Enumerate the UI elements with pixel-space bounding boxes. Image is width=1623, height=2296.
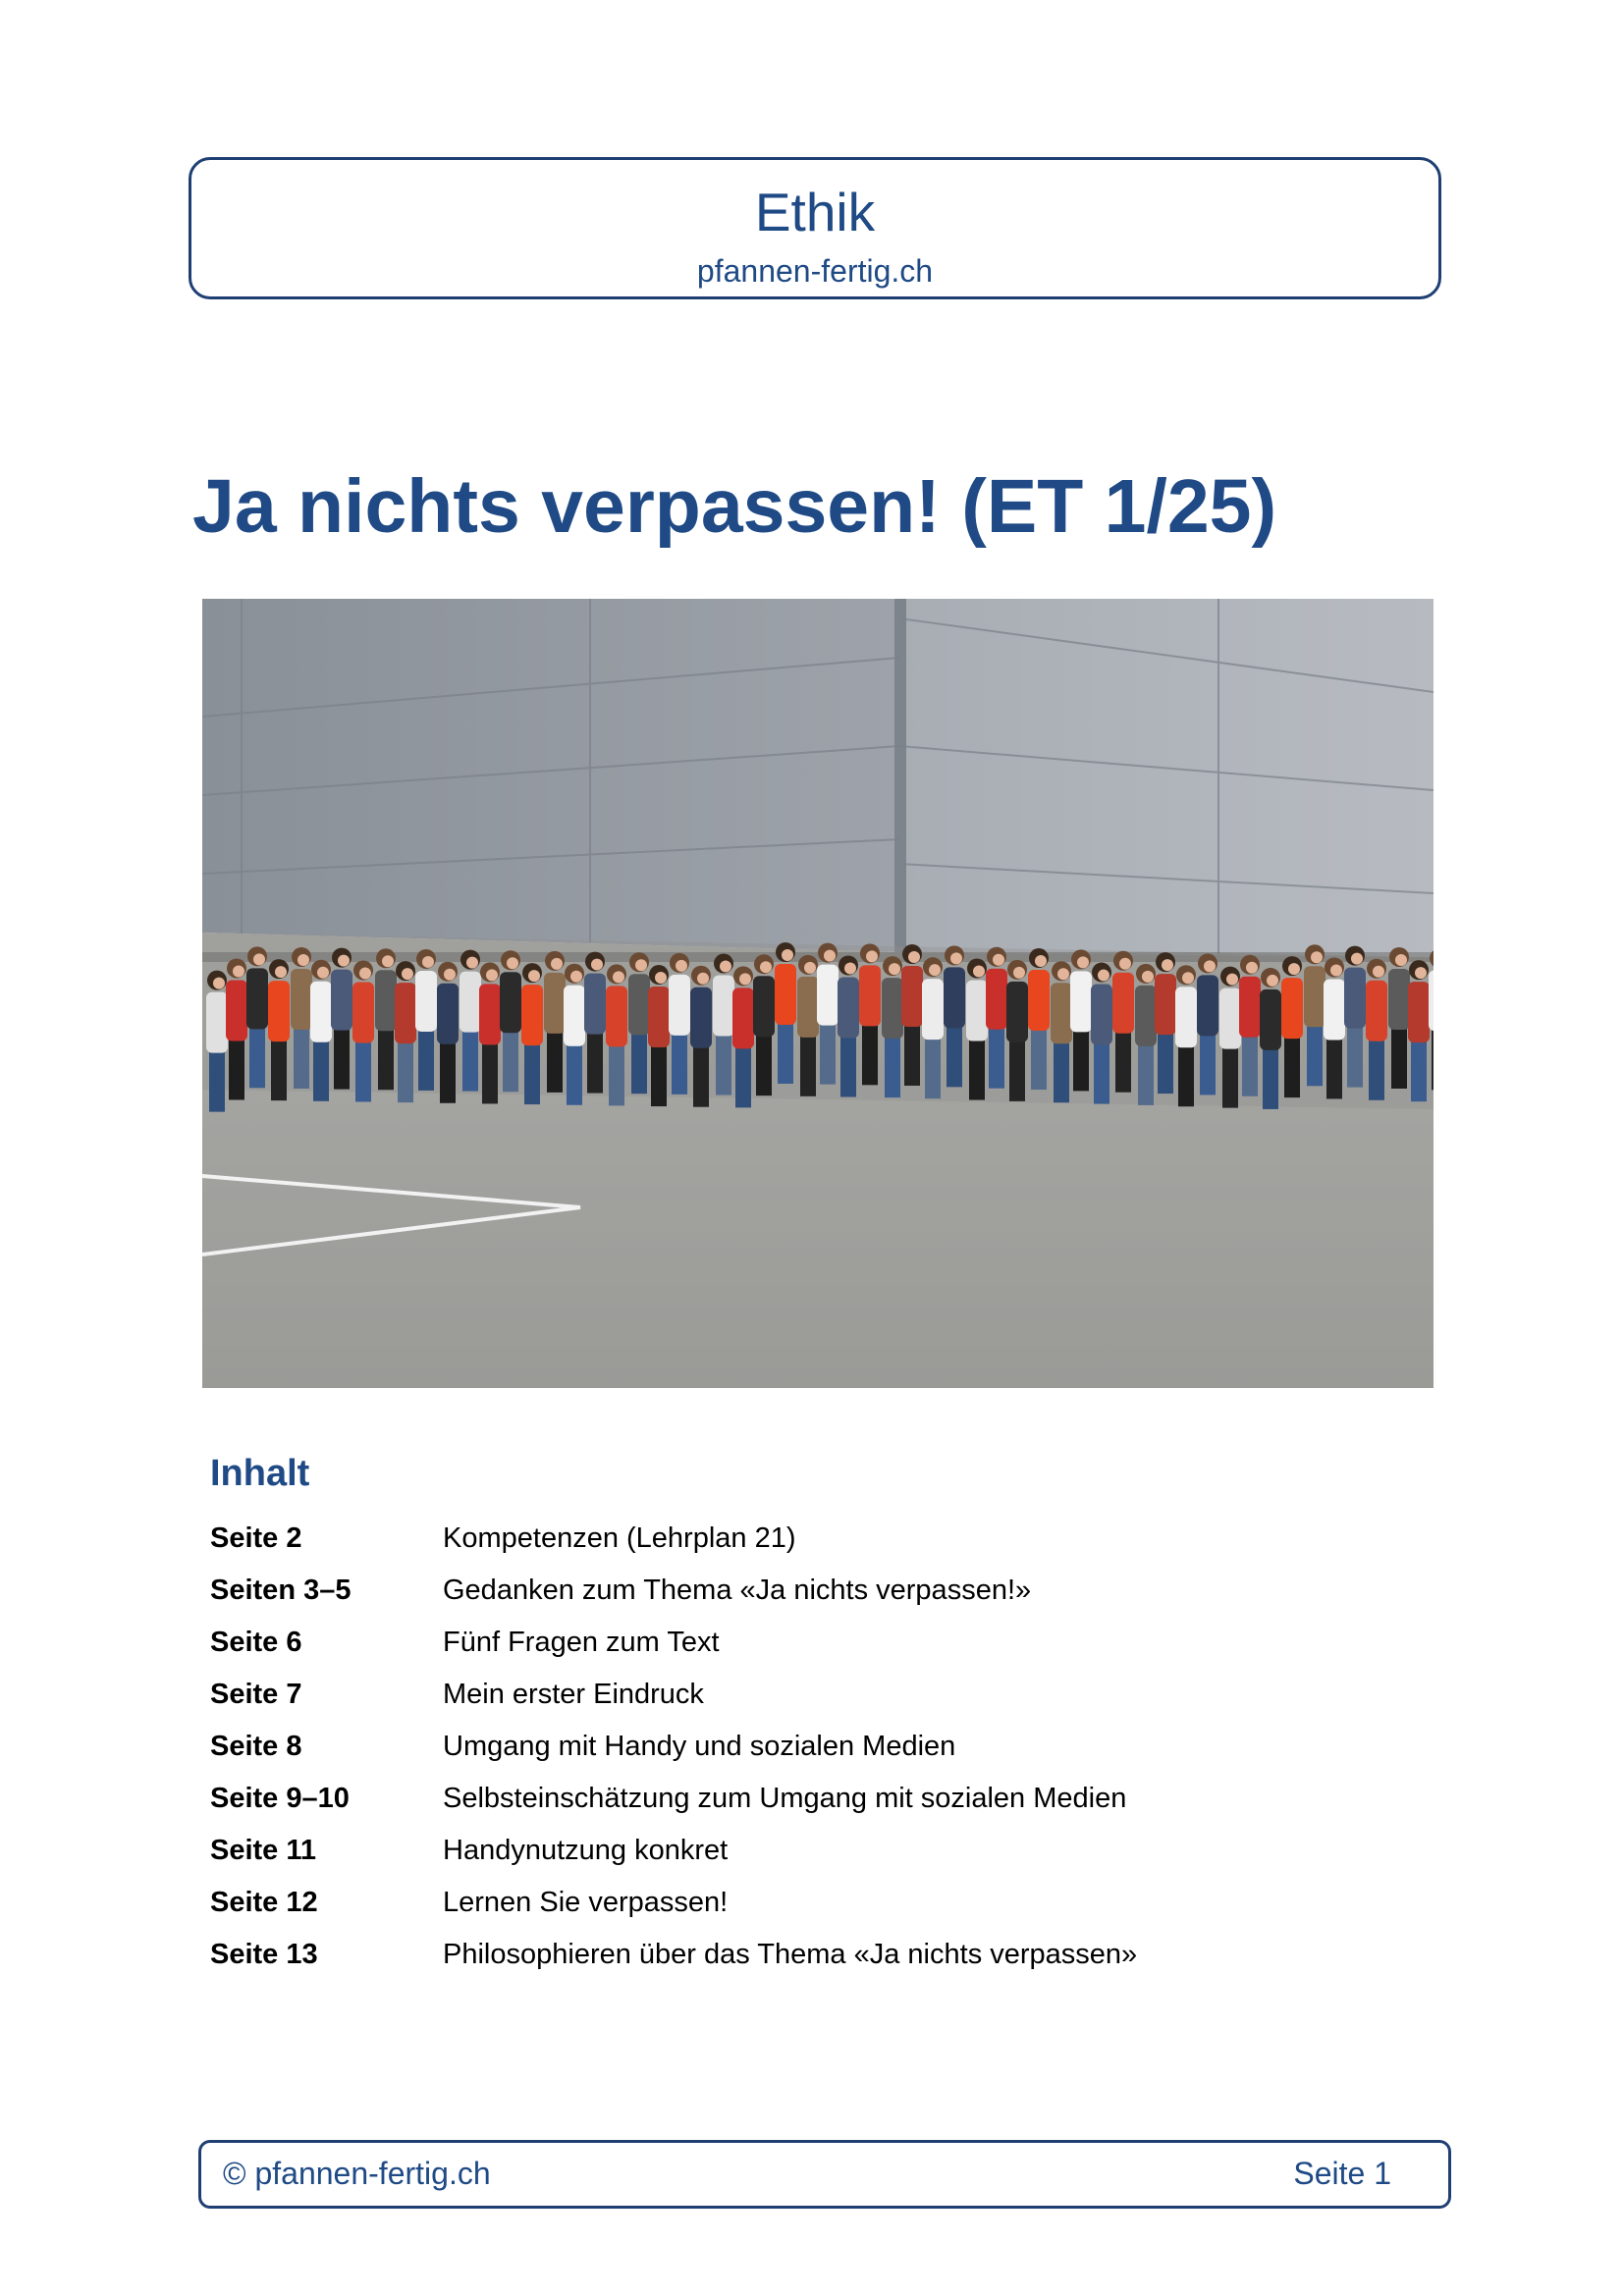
person-figure [564, 986, 585, 1046]
person-figure [862, 1024, 878, 1085]
person-figure [1281, 978, 1303, 1039]
person-figure [587, 1033, 603, 1094]
person-figure [973, 966, 985, 978]
person-figure [528, 970, 540, 982]
toc-row [210, 1886, 1290, 1938]
person-figure [1324, 979, 1345, 1040]
person-figure [820, 1024, 836, 1085]
person-figure [544, 973, 566, 1034]
person-figure [693, 1046, 709, 1107]
toc-description: Kompetenzen (Lehrplan 21) [443, 1522, 796, 1554]
footer-copyright: © pfannen-fertig.ch [223, 2156, 491, 2191]
person-figure [584, 974, 606, 1035]
person-figure [355, 1041, 371, 1101]
person-figure [1013, 967, 1025, 979]
person-figure [966, 981, 988, 1041]
person-figure [844, 963, 856, 975]
person-figure [298, 954, 309, 966]
person-figure [778, 1023, 793, 1084]
person-figure [901, 966, 923, 1027]
person-figure [249, 1027, 265, 1088]
person-figure [486, 969, 498, 981]
person-figure [1263, 1048, 1278, 1109]
contents-heading: Inhalt [210, 1453, 310, 1494]
person-figure [775, 964, 796, 1025]
person-figure [1304, 966, 1325, 1027]
person-figure [246, 968, 268, 1029]
wall-right [899, 599, 1434, 957]
person-figure [672, 1034, 687, 1095]
person-figure [1242, 1036, 1258, 1096]
person-figure [732, 988, 754, 1048]
person-figure [885, 1037, 900, 1097]
header-box [189, 157, 1441, 299]
person-figure [1267, 975, 1278, 987]
person-figure [889, 963, 900, 975]
person-figure [524, 1043, 540, 1104]
person-figure [713, 976, 734, 1037]
person-figure [402, 968, 413, 980]
person-figure [1158, 1033, 1173, 1094]
toc-page-ref: Seite 8 [210, 1731, 302, 1762]
person-figure [466, 957, 478, 969]
person-figure [804, 962, 816, 974]
person-figure [275, 966, 287, 978]
person-figure [1432, 1029, 1434, 1090]
person-figure [1006, 982, 1028, 1042]
person-figure [1112, 973, 1134, 1034]
person-figure [570, 971, 582, 983]
person-figure [1429, 970, 1434, 1031]
person-figure [567, 1044, 582, 1105]
person-figure [1311, 951, 1323, 963]
person-figure [547, 1032, 563, 1093]
person-figure [648, 987, 670, 1047]
person-figure [655, 972, 667, 984]
person-figure [507, 957, 518, 969]
toc-description: Mein erster Eindruck [443, 1679, 704, 1710]
person-figure [866, 950, 878, 962]
toc-page-ref: Seiten 3–5 [210, 1575, 352, 1606]
person-figure [797, 977, 819, 1038]
person-figure [950, 952, 962, 964]
person-figure [1115, 1032, 1131, 1093]
person-figure [1094, 1043, 1109, 1104]
person-figure [631, 1033, 647, 1094]
person-figure [1035, 955, 1047, 967]
person-figure [760, 961, 772, 973]
person-figure [352, 982, 374, 1042]
table-of-contents [210, 1522, 1290, 1990]
person-figure [1162, 959, 1173, 971]
person-figure [398, 1041, 413, 1102]
person-figure [840, 1037, 856, 1097]
toc-row [210, 1730, 1290, 1782]
person-figure [922, 979, 944, 1040]
person-figure [735, 1046, 751, 1107]
person-figure [609, 1044, 624, 1105]
person-figure [226, 980, 247, 1041]
person-figure [925, 1038, 941, 1098]
toc-row [210, 1678, 1290, 1730]
person-figure [1391, 1028, 1407, 1089]
person-figure [1347, 1027, 1363, 1088]
person-figure [310, 982, 332, 1042]
person-figure [697, 973, 709, 985]
person-figure [1070, 971, 1092, 1032]
wall-left [202, 599, 899, 952]
person-figure [993, 954, 1004, 966]
person-figure [209, 1051, 225, 1112]
person-figure [1119, 958, 1131, 970]
person-figure [986, 969, 1007, 1030]
person-figure [824, 950, 836, 962]
person-figure [1077, 956, 1089, 968]
person-figure [628, 974, 650, 1035]
person-figure [1098, 970, 1109, 982]
person-figure [1344, 968, 1366, 1029]
person-figure [1226, 974, 1238, 986]
person-figure [1222, 1047, 1238, 1108]
person-figure [1175, 987, 1197, 1047]
toc-row [210, 1574, 1290, 1626]
person-figure [1284, 1037, 1300, 1097]
person-figure [271, 1040, 287, 1100]
person-figure [418, 1030, 434, 1091]
person-figure [1138, 1044, 1154, 1105]
toc-description: Lernen Sie verpassen! [443, 1887, 729, 1918]
person-figure [1288, 963, 1300, 975]
person-figure [1155, 974, 1176, 1035]
toc-description: Handynutzung konkret [443, 1835, 729, 1866]
person-figure [944, 967, 965, 1028]
person-figure [651, 1045, 667, 1106]
toc-row [210, 1626, 1290, 1678]
toc-description: Umgang mit Handy und sozialen Medien [443, 1731, 956, 1762]
person-figure [460, 972, 481, 1033]
toc-row [210, 1782, 1290, 1834]
person-figure [229, 1039, 244, 1099]
toc-page-ref: Seite 13 [210, 1939, 318, 1970]
person-figure [331, 970, 352, 1031]
person-figure [908, 951, 920, 963]
person-figure [1142, 971, 1154, 983]
person-figure [1373, 966, 1384, 978]
footer-box [198, 2140, 1451, 2209]
person-figure [1051, 983, 1072, 1043]
person-figure [521, 985, 543, 1045]
person-figure [676, 960, 687, 972]
person-figure [904, 1025, 920, 1086]
person-figure [395, 983, 416, 1043]
person-figure [334, 1029, 350, 1090]
person-figure [479, 984, 501, 1044]
person-figure [1178, 1045, 1194, 1106]
person-figure [882, 978, 903, 1039]
person-figure [382, 955, 394, 967]
toc-description: Fünf Fragen zum Text [443, 1627, 720, 1658]
person-figure [817, 965, 839, 1026]
person-figure [613, 971, 624, 983]
toc-page-ref: Seite 6 [210, 1627, 302, 1658]
person-figure [1369, 1040, 1384, 1100]
person-figure [500, 972, 521, 1033]
photo-people-queue [202, 599, 1434, 1388]
person-figure [1057, 968, 1069, 980]
person-figure [1239, 977, 1261, 1038]
person-figure [359, 967, 371, 979]
person-figure [317, 967, 329, 979]
person-figure [437, 984, 459, 1044]
person-figure [253, 953, 265, 965]
person-figure [294, 1028, 309, 1089]
person-figure [1366, 981, 1387, 1041]
toc-row [210, 1938, 1290, 1990]
person-figure [1031, 1029, 1047, 1090]
person-figure [716, 1035, 731, 1095]
person-figure [375, 970, 397, 1031]
person-figure [1326, 1038, 1342, 1098]
person-figure [440, 1042, 456, 1103]
person-figure [213, 978, 225, 989]
person-figure [1388, 969, 1410, 1030]
toc-page-ref: Seite 9–10 [210, 1783, 350, 1814]
person-figure [635, 959, 647, 971]
toc-page-ref: Seite 11 [210, 1835, 317, 1866]
person-figure [1219, 988, 1241, 1049]
person-figure [503, 1031, 518, 1092]
person-figure [838, 978, 859, 1039]
person-figure [859, 965, 881, 1026]
person-figure [206, 992, 228, 1053]
person-figure [800, 1036, 816, 1096]
person-figure [1197, 975, 1218, 1036]
person-figure [1009, 1041, 1025, 1101]
footer-page-number: Seite 1 [1293, 2156, 1391, 2191]
toc-page-ref: Seite 12 [210, 1887, 318, 1918]
person-figure [444, 969, 456, 981]
toc-row [210, 1522, 1290, 1574]
person-figure [739, 973, 751, 985]
person-figure [233, 965, 244, 977]
person-figure [1028, 970, 1050, 1031]
person-figure [1135, 986, 1157, 1046]
person-figure [415, 971, 437, 1032]
person-figure [1307, 1025, 1323, 1086]
person-figure [1330, 964, 1342, 976]
person-figure [720, 961, 731, 973]
person-figure [338, 955, 350, 967]
person-figure [378, 1029, 394, 1090]
toc-description: Gedanken zum Thema «Ja nichts verpassen!» [443, 1575, 1032, 1606]
person-figure [551, 958, 563, 970]
person-figure [462, 1031, 478, 1092]
person-figure [1260, 989, 1281, 1050]
toc-page-ref: Seite 7 [210, 1679, 302, 1710]
person-figure [1091, 985, 1112, 1045]
person-figure [669, 975, 690, 1036]
toc-row [210, 1834, 1290, 1886]
person-figure [1073, 1030, 1089, 1091]
toc-description: Philosophieren über das Thema «Ja nichts verpassen» [443, 1939, 1138, 1970]
page-title: Ja nichts verpassen! (ET 1/25) [192, 464, 1277, 549]
person-figure [268, 981, 290, 1041]
toc-page-ref: Seite 2 [210, 1522, 302, 1554]
person-figure [947, 1026, 962, 1087]
person-figure [753, 976, 775, 1037]
person-figure [690, 988, 712, 1048]
person-figure [606, 986, 627, 1046]
person-figure [291, 969, 312, 1030]
person-figure [1395, 954, 1407, 966]
header-site: pfannen-fertig.ch [696, 253, 934, 289]
person-figure [591, 959, 603, 971]
person-figure [756, 1035, 772, 1095]
person-figure [1204, 960, 1216, 972]
person-figure [929, 964, 941, 976]
person-figure [969, 1040, 985, 1100]
person-figure [1408, 982, 1430, 1042]
toc-description: Selbsteinschätzung zum Umgang mit sozialen Medien [443, 1783, 1127, 1814]
person-figure [782, 949, 793, 961]
person-figure [1415, 967, 1427, 979]
person-figure [1411, 1041, 1427, 1101]
person-figure [1182, 972, 1194, 984]
person-figure [1246, 962, 1258, 974]
person-figure [482, 1042, 498, 1103]
person-figure [989, 1028, 1004, 1089]
person-figure [1200, 1034, 1216, 1095]
person-figure [1351, 953, 1363, 965]
header-subject: Ethik [754, 182, 876, 242]
person-figure [422, 956, 434, 968]
person-figure [313, 1041, 329, 1101]
person-figure [1054, 1041, 1069, 1102]
